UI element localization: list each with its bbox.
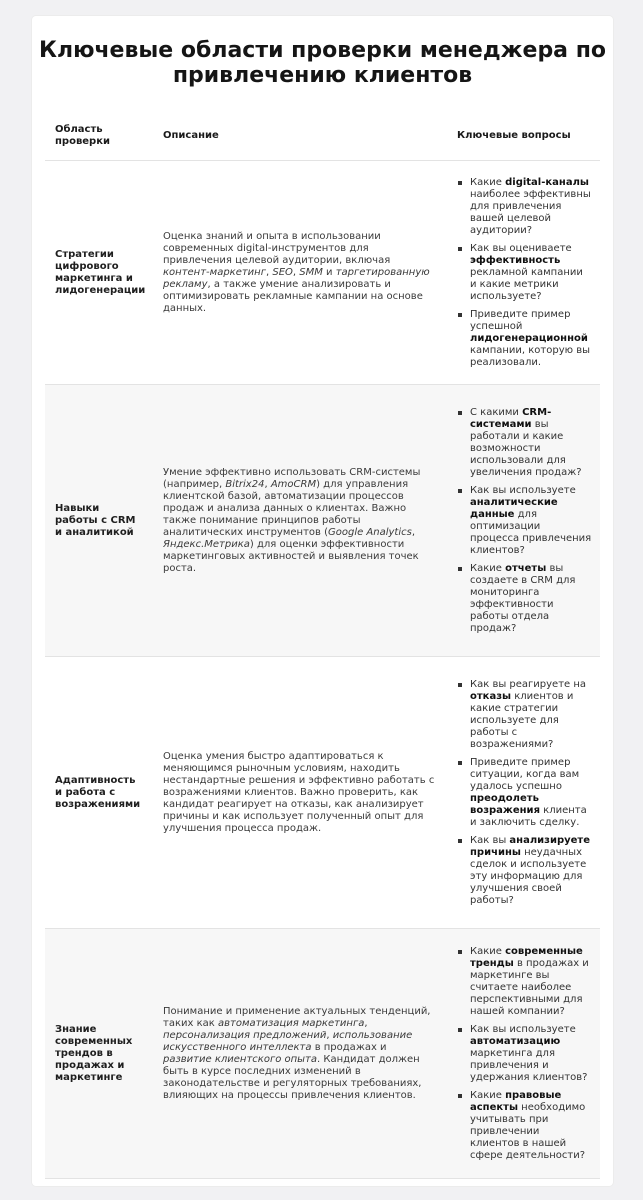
- question-item: [470, 757, 592, 829]
- text-run: Умение эффективно использовать CRM-системы (например,: [163, 466, 421, 490]
- emphasis-italic: таргетированную рекламу: [163, 266, 430, 290]
- description-cell: [153, 929, 447, 1179]
- emphasis-bold: digital-каналы: [505, 176, 589, 188]
- questions-list: [457, 946, 592, 1162]
- area-cell: Стратегии цифрового маркетинга и лидогенерации: [45, 161, 153, 385]
- emphasis-bold: автоматизацию: [470, 1035, 561, 1047]
- emphasis-italic: SEO: [272, 266, 293, 278]
- emphasis-bold: эффективность: [470, 254, 561, 266]
- questions-cell: [447, 657, 600, 929]
- emphasis-italic: персонализация предложений: [163, 1029, 327, 1041]
- questions-list: [457, 679, 592, 907]
- emphasis-italic: Яндекс.Метрика: [163, 538, 250, 550]
- table-row: [45, 929, 600, 1179]
- text-run: кампании, которую вы реализовали.: [470, 344, 591, 368]
- text-run: и: [322, 266, 336, 278]
- content-card: [32, 16, 613, 1186]
- question-item: [470, 407, 592, 479]
- question-item: [470, 243, 592, 303]
- area-cell: Навыки работы с CRM и аналитикой: [45, 385, 153, 657]
- text-run: Оценка знаний и опыта в использовании современных digital-инструментов для привлечения целевой аудитории, включая: [163, 230, 391, 266]
- question-item: [470, 679, 592, 751]
- emphasis-italic: использование искусственного интеллекта: [163, 1029, 413, 1053]
- text-run: Как вы используете: [470, 484, 576, 496]
- text-run: ,: [265, 266, 273, 278]
- text-run: , а также умение анализировать и оптимизировать рекламные кампании на основе данных.: [163, 278, 423, 314]
- questions-list: [457, 407, 592, 635]
- text-run: наиболее эффективны для привлечения вашей целевой аудитории?: [470, 188, 591, 236]
- text-run: клиента и заключить сделку.: [470, 804, 587, 828]
- question-item: [470, 1090, 592, 1162]
- text-run: Как вы оцениваете: [470, 242, 572, 254]
- emphasis-bold: отказы: [470, 690, 512, 702]
- text-run: Как вы используете: [470, 1023, 576, 1035]
- emphasis-italic: Bitrix24: [225, 478, 265, 490]
- text-run: ) для управления клиентской базой, автоматизации процессов продаж и анализа данных о клиентах. Важно также понимание принципов работы аналитических инструментов (: [163, 478, 409, 538]
- text-run: ,: [411, 526, 416, 538]
- area-cell: Адаптивность и работа с возражениями: [45, 657, 153, 929]
- emphasis-italic: SMM: [299, 266, 323, 278]
- area-cell: Знание современных трендов в продажах и маркетинге: [45, 929, 153, 1179]
- text-run: неудачных сделок и используете эту информацию для улучшения своей работы?: [470, 846, 587, 906]
- text-run: Какие: [470, 176, 506, 188]
- text-run: ,: [326, 1029, 333, 1041]
- description-cell: [153, 161, 447, 385]
- text-run: клиентов и какие стратегии используете для работы с возражениями?: [470, 690, 574, 750]
- question-item: [470, 1024, 592, 1084]
- emphasis-italic: контент-маркетинг: [163, 266, 266, 278]
- text-run: ) для оценки эффективности маркетинговых активностей и выявления точек роста.: [163, 538, 419, 574]
- description-cell: [153, 657, 447, 929]
- emphasis-italic: развитие клиентского опыта: [163, 1053, 317, 1065]
- emphasis-bold: современные тренды: [470, 945, 583, 969]
- text-run: Как вы реагируете на: [470, 678, 587, 690]
- text-run: Приведите пример ситуации, когда вам удалось успешно: [470, 756, 580, 792]
- text-run: для оптимизации процесса привлечения клиентов?: [470, 508, 592, 556]
- assessment-table: [45, 112, 600, 1179]
- text-run: Какие: [470, 945, 506, 957]
- emphasis-bold: правовые аспекты: [470, 1089, 562, 1113]
- header-questions: Ключевые вопросы: [447, 112, 600, 161]
- text-run: Как вы: [470, 834, 510, 846]
- text-run: ,: [264, 478, 271, 490]
- page-title: Ключевые области проверки менеджера по привлечению клиентов: [38, 38, 607, 88]
- question-item: [470, 563, 592, 635]
- header-description: Описание: [153, 112, 447, 161]
- text-run: Какие: [470, 562, 506, 574]
- text-run: Приведите пример успешной: [470, 308, 571, 332]
- text-run: вы работали и какие возможности использовали для увеличения продаж?: [470, 418, 582, 478]
- emphasis-bold: CRM-системами: [470, 406, 552, 430]
- header-area: Область проверки: [45, 112, 153, 161]
- text-run: в продажах и маркетинге вы считаете наиболее перспективными для нашей компании?: [470, 957, 589, 1017]
- table-header-row: [45, 112, 600, 161]
- emphasis-bold: лидогенерационной: [470, 332, 588, 344]
- text-run: Оценка умения быстро адаптироваться к меняющимся рыночным условиям, находить нестандартные решения и эффективно работать с возражениями клиентов. Важно проверить, как кандидат реагирует на отказы, как анализирует причины и как использует полученный опыт для улучшения процесса продаж.: [163, 750, 435, 834]
- emphasis-bold: преодолеть возражения: [470, 792, 540, 816]
- question-item: [470, 946, 592, 1018]
- emphasis-italic: AmoCRM: [270, 478, 317, 490]
- table-row: [45, 657, 600, 929]
- text-run: ,: [292, 266, 300, 278]
- emphasis-bold: аналитические данные: [470, 496, 558, 520]
- description-cell: [153, 385, 447, 657]
- question-item: [470, 485, 592, 557]
- table-row: [45, 161, 600, 385]
- text-run: вы создаете в CRM для мониторинга эффективности работы отдела продаж?: [470, 562, 576, 634]
- text-run: ,: [364, 1017, 368, 1029]
- text-run: С какими: [470, 406, 523, 418]
- questions-cell: [447, 929, 600, 1179]
- questions-cell: [447, 385, 600, 657]
- text-run: Какие: [470, 1089, 506, 1101]
- text-run: маркетинга для привлечения и удержания клиентов?: [470, 1047, 588, 1083]
- question-item: [470, 177, 592, 237]
- text-run: Понимание и применение актуальных тенденций, таких как: [163, 1005, 431, 1029]
- question-item: [470, 309, 592, 369]
- emphasis-bold: анализируете причины: [470, 834, 591, 858]
- text-run: в продажах и: [311, 1041, 387, 1053]
- emphasis-italic: автоматизация маркетинга: [217, 1017, 365, 1029]
- emphasis-bold: отчеты: [505, 562, 547, 574]
- questions-list: [457, 177, 592, 369]
- question-item: [470, 835, 592, 907]
- text-run: рекламной кампании и какие метрики используете?: [470, 266, 583, 302]
- text-run: необходимо учитывать при привлечении клиентов в нашей сфере деятельности?: [470, 1101, 586, 1161]
- emphasis-italic: Google Analytics: [327, 526, 412, 538]
- text-run: . Кандидат должен быть в курсе последних изменений в законодательстве и регуляторных требованиях, влияющих на процессы привлечения клиентов.: [163, 1053, 422, 1101]
- table-row: [45, 385, 600, 657]
- questions-cell: [447, 161, 600, 385]
